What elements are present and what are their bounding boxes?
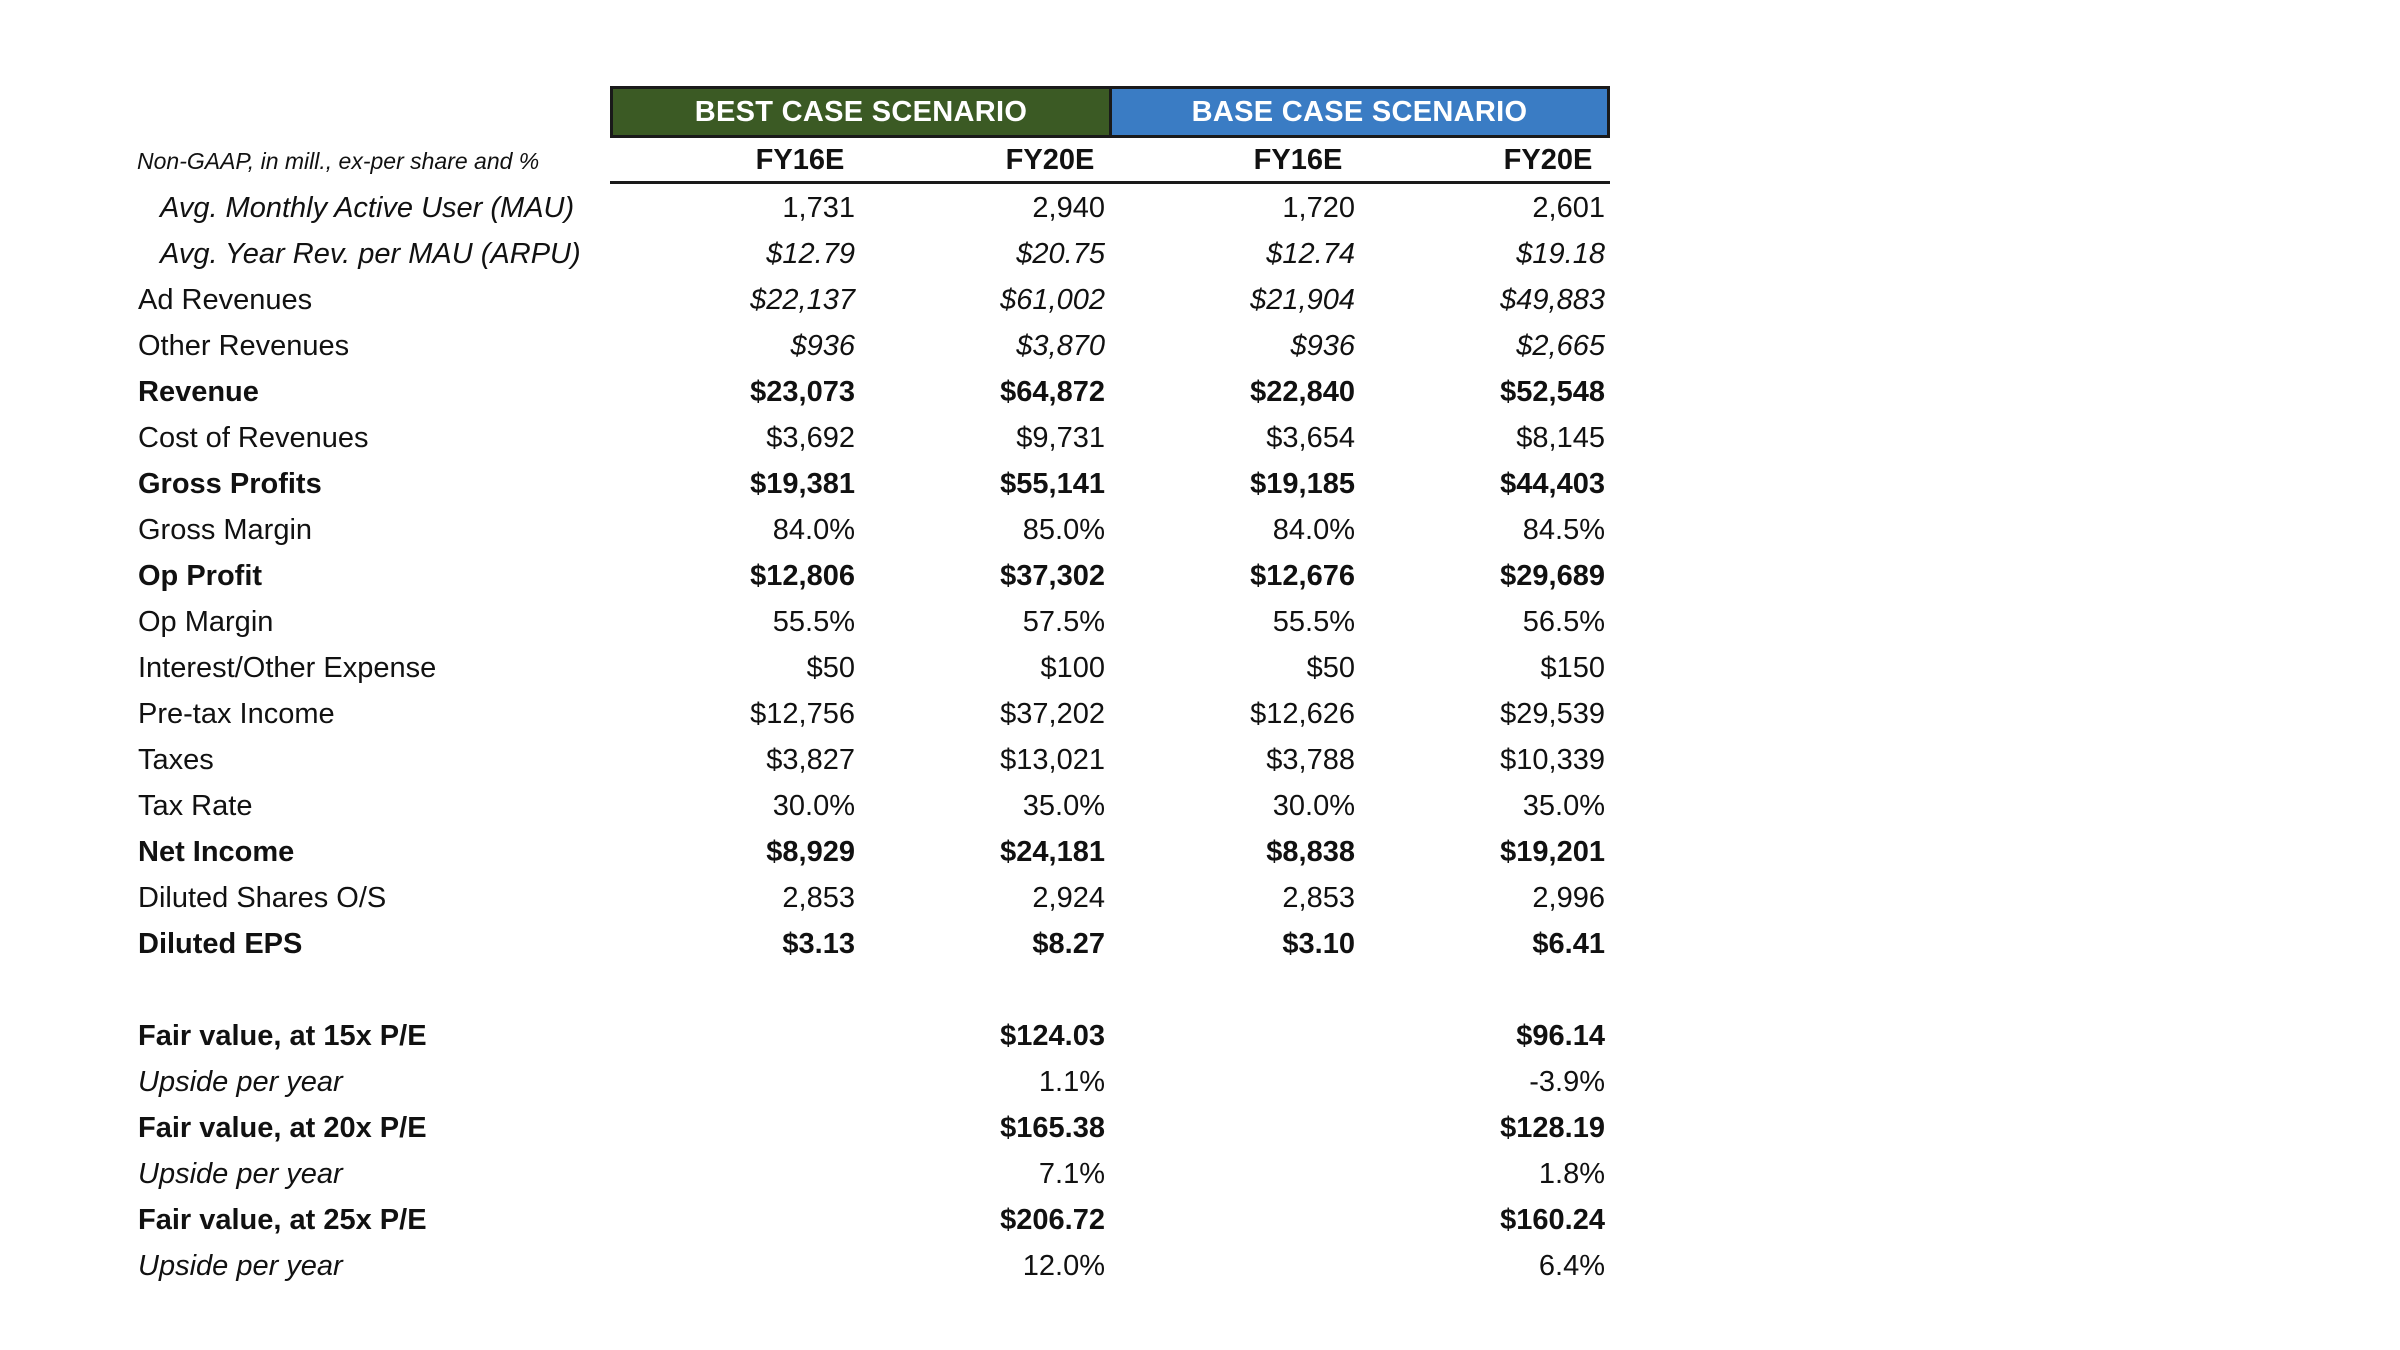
table-cell: $24,181	[1000, 836, 1105, 868]
row-label: Op Profit	[138, 560, 263, 592]
table-row	[135, 600, 1615, 646]
table-cell: $37,202	[1000, 698, 1105, 730]
row-label: Upside per year	[138, 1158, 343, 1190]
table-cell: 12.0%	[1022, 1250, 1105, 1282]
table-cell: $37,302	[1000, 560, 1105, 592]
table-cell: 1.8%	[1538, 1158, 1605, 1190]
table-cell: $3,870	[1016, 330, 1105, 362]
table-row	[135, 922, 1615, 968]
table-cell: $12,676	[1250, 560, 1355, 592]
table-cell: 56.5%	[1522, 606, 1605, 638]
column-header-row	[135, 138, 1615, 184]
table-cell: 2,601	[1532, 192, 1605, 224]
table-cell: $49,883	[1500, 284, 1605, 316]
row-label: Ad Revenues	[138, 284, 313, 316]
table-cell: 55.5%	[772, 606, 855, 638]
table-row	[135, 508, 1615, 554]
table-cell: $22,137	[750, 284, 855, 316]
table-cell: 6.4%	[1538, 1250, 1605, 1282]
best-case-scenario-header: BEST CASE SCENARIO	[610, 86, 1112, 138]
table-cell: $2,665	[1516, 330, 1605, 362]
row-label: Cost of Revenues	[138, 422, 369, 454]
table-row	[135, 1060, 1615, 1106]
table-cell: $8,145	[1516, 422, 1605, 454]
column-header-best-fy16e: FY16E	[755, 144, 845, 176]
table-row	[135, 370, 1615, 416]
table-cell: $10,339	[1500, 744, 1605, 776]
table-cell: $96.14	[1516, 1020, 1605, 1052]
table-row	[135, 1014, 1615, 1060]
table-cell: $61,002	[1000, 284, 1105, 316]
table-cell: $19.18	[1516, 238, 1605, 270]
table-row	[135, 1106, 1615, 1152]
base-case-scenario-header: BASE CASE SCENARIO	[1109, 86, 1610, 138]
table-cell: $3.10	[1282, 928, 1355, 960]
table-row	[135, 784, 1615, 830]
row-label: Diluted EPS	[138, 928, 303, 960]
table-cell: 55.5%	[1272, 606, 1355, 638]
table-cell: $3,788	[1266, 744, 1355, 776]
table-cell: $12,806	[750, 560, 855, 592]
table-cell: $12,756	[750, 698, 855, 730]
row-label: Taxes	[138, 744, 214, 776]
table-row	[135, 554, 1615, 600]
table-cell: $8.27	[1032, 928, 1105, 960]
table-cell: $124.03	[1000, 1020, 1105, 1052]
table-cell: -3.9%	[1529, 1066, 1605, 1098]
row-label: Gross Profits	[138, 468, 322, 500]
table-cell: 1,720	[1282, 192, 1355, 224]
table-cell: 1,731	[782, 192, 855, 224]
table-row	[135, 1244, 1615, 1290]
table-cell: 84.0%	[772, 514, 855, 546]
table-row	[135, 646, 1615, 692]
row-label: Fair value, at 25x P/E	[138, 1204, 427, 1236]
table-cell: $3,692	[766, 422, 855, 454]
table-cell: $20.75	[1016, 238, 1105, 270]
table-cell: $150	[1540, 652, 1605, 684]
table-cell: $19,185	[1250, 468, 1355, 500]
table-cell: $9,731	[1016, 422, 1105, 454]
table-cell: $13,021	[1000, 744, 1105, 776]
table-cell: 2,940	[1032, 192, 1105, 224]
row-label: Net Income	[138, 836, 295, 868]
table-cell: 57.5%	[1022, 606, 1105, 638]
row-label: Fair value, at 20x P/E	[138, 1112, 427, 1144]
column-header-base-fy20e: FY20E	[1503, 144, 1593, 176]
table-cell: $52,548	[1500, 376, 1605, 408]
table-cell: 84.5%	[1522, 514, 1605, 546]
table-row	[135, 830, 1615, 876]
table-cell: 2,996	[1532, 882, 1605, 914]
table-cell: 85.0%	[1022, 514, 1105, 546]
table-cell: 35.0%	[1022, 790, 1105, 822]
table-cell: $19,201	[1500, 836, 1605, 868]
table-cell: $128.19	[1500, 1112, 1605, 1144]
table-cell: $50	[806, 652, 855, 684]
table-cell: 1.1%	[1038, 1066, 1105, 1098]
table-cell: $8,929	[766, 836, 855, 868]
table-cell: $12.74	[1266, 238, 1355, 270]
table-cell: $44,403	[1500, 468, 1605, 500]
table-cell: $936	[1290, 330, 1355, 362]
table-cell: $12.79	[766, 238, 855, 270]
table-cell: $3.13	[782, 928, 855, 960]
table-cell: 30.0%	[1272, 790, 1355, 822]
row-label: Diluted Shares O/S	[138, 882, 387, 914]
table-cell: $50	[1306, 652, 1355, 684]
table-row	[135, 232, 1615, 278]
table-cell: $64,872	[1000, 376, 1105, 408]
table-row	[135, 462, 1615, 508]
table-cell: $936	[790, 330, 855, 362]
table-cell: 2,853	[1282, 882, 1355, 914]
table-cell: 2,924	[1032, 882, 1105, 914]
table-cell: $12,626	[1250, 698, 1355, 730]
table-row	[135, 1152, 1615, 1198]
header-underline	[610, 181, 1610, 184]
table-row	[135, 278, 1615, 324]
table-cell: 35.0%	[1522, 790, 1605, 822]
table-cell: $100	[1040, 652, 1105, 684]
table-cell: $19,381	[750, 468, 855, 500]
table-cell: $165.38	[1000, 1112, 1105, 1144]
row-label: Other Revenues	[138, 330, 350, 362]
table-cell: $8,838	[1266, 836, 1355, 868]
spacer-row	[135, 968, 1615, 1014]
table-cell: $29,539	[1500, 698, 1605, 730]
column-header-base-fy16e: FY16E	[1253, 144, 1343, 176]
row-label: Avg. Year Rev. per MAU (ARPU)	[160, 238, 581, 270]
table-cell: $3,827	[766, 744, 855, 776]
row-label: Upside per year	[138, 1250, 343, 1282]
table-cell: $29,689	[1500, 560, 1605, 592]
table-row	[135, 324, 1615, 370]
table-cell: $22,840	[1250, 376, 1355, 408]
table-row	[135, 416, 1615, 462]
table-row	[135, 876, 1615, 922]
table-cell: $3,654	[1266, 422, 1355, 454]
table-row	[135, 1198, 1615, 1244]
row-label: Tax Rate	[138, 790, 253, 822]
table-cell: $206.72	[1000, 1204, 1105, 1236]
table-body	[135, 186, 1615, 1290]
row-label: Interest/Other Expense	[138, 652, 437, 684]
row-label: Revenue	[138, 376, 259, 408]
table-cell: 30.0%	[772, 790, 855, 822]
table-cell: $55,141	[1000, 468, 1105, 500]
table-cell: $160.24	[1500, 1204, 1605, 1236]
table-cell: 7.1%	[1038, 1158, 1105, 1190]
row-label: Pre-tax Income	[138, 698, 335, 730]
table-row	[135, 692, 1615, 738]
table-cell: $6.41	[1532, 928, 1605, 960]
table-row	[135, 738, 1615, 784]
row-label: Fair value, at 15x P/E	[138, 1020, 427, 1052]
row-label: Op Margin	[138, 606, 274, 638]
table-cell: $23,073	[750, 376, 855, 408]
table-row	[135, 186, 1615, 232]
table-cell: $21,904	[1250, 284, 1355, 316]
units-label: Non-GAAP, in mill., ex-per share and %	[137, 148, 540, 174]
row-label: Upside per year	[138, 1066, 343, 1098]
row-label: Avg. Monthly Active User (MAU)	[160, 192, 575, 224]
table-cell: 84.0%	[1272, 514, 1355, 546]
table-cell: 2,853	[782, 882, 855, 914]
row-label: Gross Margin	[138, 514, 313, 546]
column-header-best-fy20e: FY20E	[1005, 144, 1095, 176]
